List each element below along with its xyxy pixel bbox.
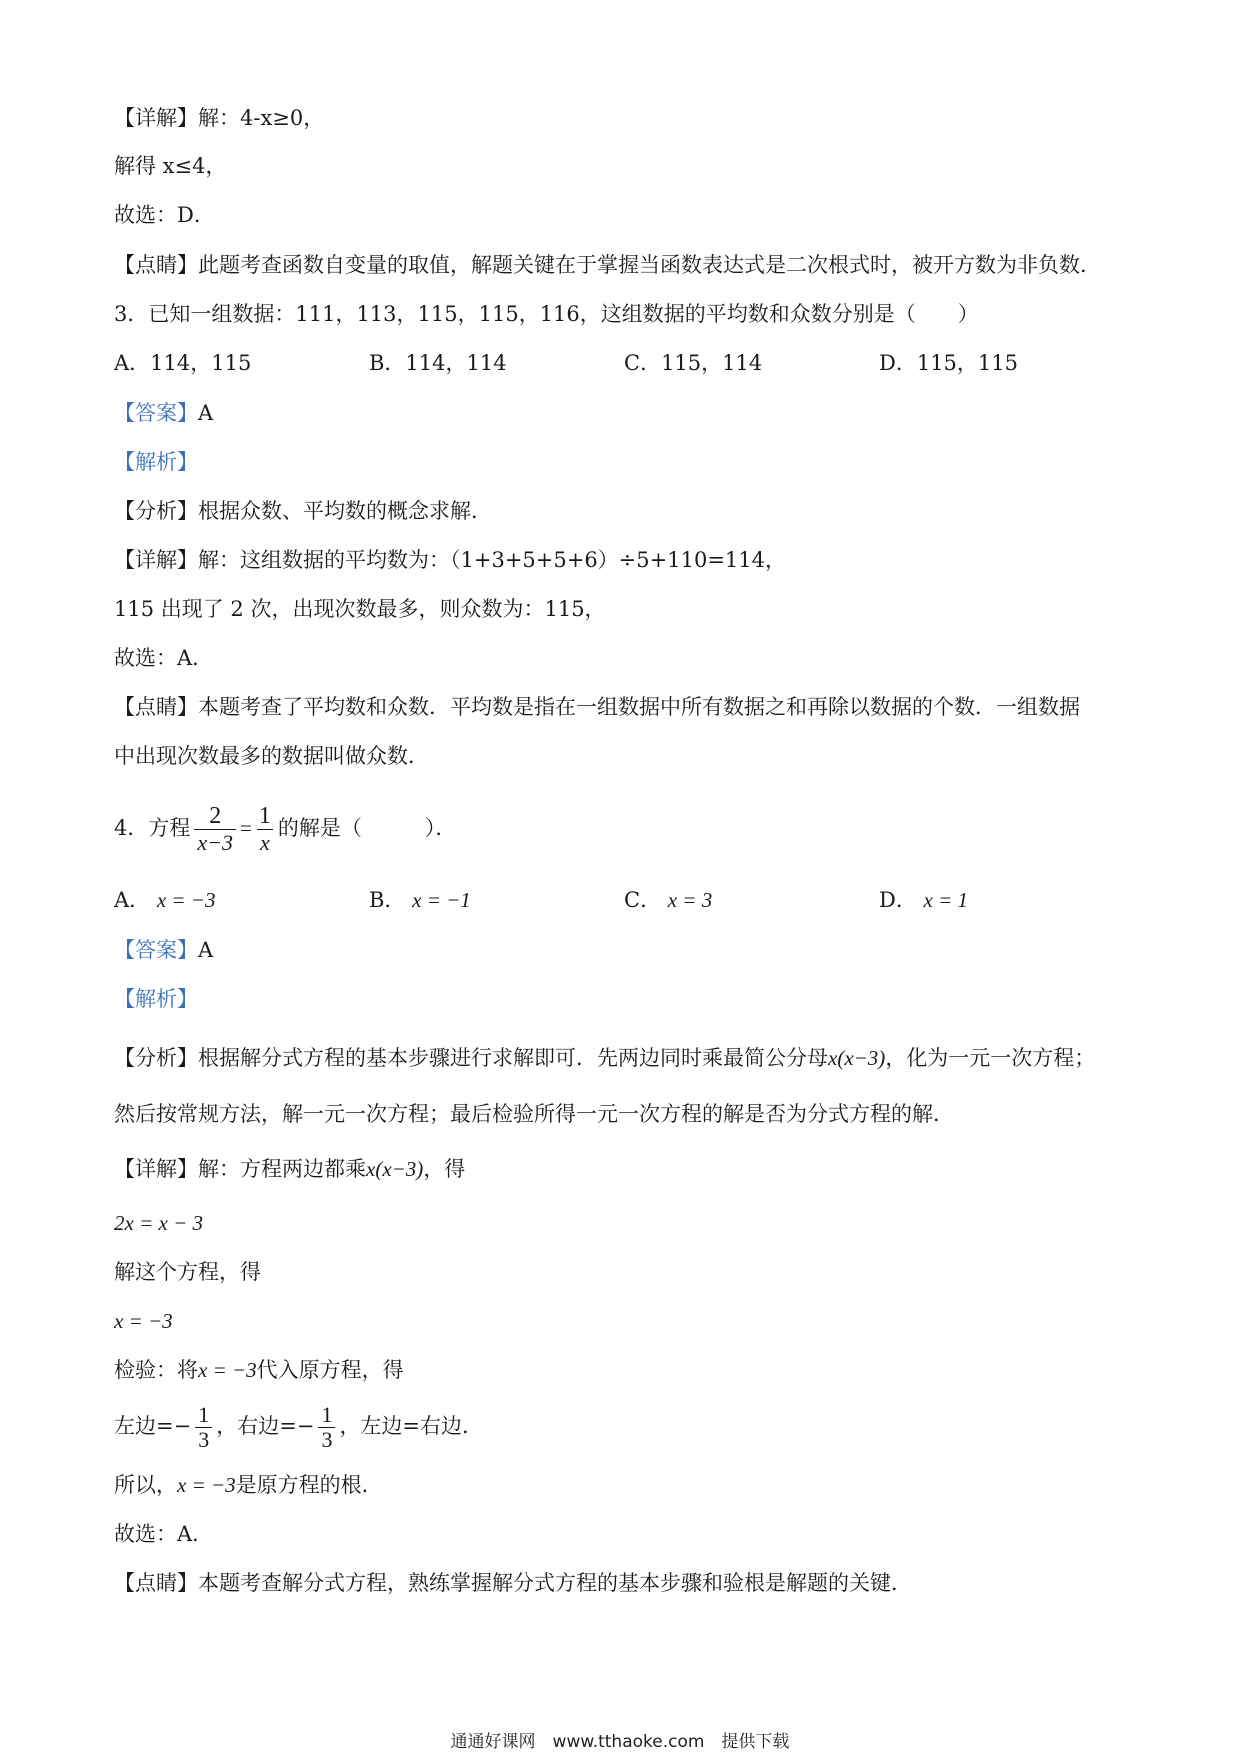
- q4-solve: 解这个方程，得: [114, 1260, 261, 1284]
- q4-analysis-line2: 然后按常规方法，解一元一次方程；最后检验所得一元一次方程的解是否为分式方程的解．: [114, 1102, 954, 1126]
- q4-analysis-label: 【解析】: [114, 987, 198, 1011]
- page-footer: 通通好课网 www.tthaoke.com 提供下载: [450, 1732, 790, 1752]
- q4-choose: 故选：A．: [114, 1522, 214, 1546]
- q2-comment: 【点睛】此题考查函数自变量的取值，解题关键在于掌握当函数表达式是二次根式时，被开方数为非负数．: [114, 253, 1101, 277]
- detail-expr: x(x−3): [366, 1157, 424, 1181]
- analysis-expr: x(x−3): [828, 1046, 886, 1070]
- option-letter: C．: [624, 888, 662, 912]
- q4-option-d: [879, 885, 968, 915]
- q3-analysis-label: 【解析】: [114, 450, 198, 474]
- q4-fraction-right: [256, 803, 274, 856]
- q4-verify: [114, 1399, 483, 1453]
- q3-option-b: B．114，114: [369, 351, 507, 375]
- q3-comment-line2: 中出现次数最多的数据叫做众数．: [114, 744, 429, 768]
- check-expr: x = −3: [198, 1358, 257, 1382]
- fraction-denominator: x−3: [194, 829, 236, 856]
- check-text: 检验：将: [114, 1358, 198, 1382]
- fraction-denominator: 3: [195, 1427, 212, 1452]
- q4-option-c: [624, 885, 712, 915]
- option-letter: A．: [114, 888, 151, 912]
- minus-sign: −: [173, 1414, 192, 1438]
- left-side-label: 左边=: [114, 1414, 174, 1438]
- q3-option-a: A．114，115: [114, 351, 252, 375]
- conclusion-text-tail: 是原方程的根．: [235, 1473, 383, 1497]
- minus-sign: −: [296, 1414, 315, 1438]
- q4-stem-prefix: 4．方程: [114, 816, 191, 840]
- analysis-text-tail: ，化为一元一次方程；: [885, 1046, 1096, 1070]
- option-expr: x = 3: [667, 888, 713, 912]
- fraction-numerator: 2: [209, 803, 222, 829]
- q4-option-b: [369, 885, 471, 915]
- q4-comment: 【点睛】本题考查解分式方程，熟练掌握解分式方程的基本步骤和验根是解题的关键．: [114, 1571, 912, 1595]
- detail-text: 【详解】解：方程两边都乘: [114, 1157, 366, 1181]
- answer-value: A: [198, 401, 214, 425]
- q4-stem-suffix: 的解是（ ）．: [277, 816, 457, 840]
- q3-choose: 故选：A．: [114, 646, 214, 670]
- q4-conclusion: [114, 1470, 383, 1500]
- q4-detail: [114, 1154, 465, 1184]
- conclusion-text: 所以，: [114, 1473, 177, 1497]
- q4-equals: =: [240, 816, 252, 840]
- q3-option-d: D．115，115: [879, 351, 1019, 375]
- fraction-one-third: [195, 1403, 212, 1452]
- q2-detail: 【详解】解：4-x≥0，: [114, 106, 325, 130]
- detail-text-tail: ，得: [423, 1157, 466, 1181]
- verify-tail: ，左边=右边．: [339, 1414, 484, 1438]
- q4-analysis-line1: [114, 1043, 1095, 1073]
- conclusion-expr: x = −3: [177, 1473, 236, 1497]
- answer-label: 【答案】: [114, 401, 198, 425]
- q2-step: 解得 x≤4，: [114, 154, 227, 178]
- fraction-denominator: 3: [318, 1427, 335, 1452]
- q4-answer: [114, 935, 213, 965]
- fraction-numerator: 1: [321, 1402, 333, 1427]
- answer-label: 【答案】: [114, 938, 198, 962]
- option-letter: D．: [879, 888, 917, 912]
- fraction-numerator: 1: [198, 1402, 210, 1427]
- q4-equation-1: 2x = x − 3: [114, 1211, 203, 1235]
- q4-check: [114, 1355, 404, 1385]
- q3-comment-line1: 【点睛】本题考查了平均数和众数．平均数是指在一组数据中所有数据之和再除以数据的个数．一组数据: [114, 695, 1080, 719]
- fraction-one-third: [318, 1403, 335, 1452]
- q3-detail: 【详解】解：这组数据的平均数为：（1+3+5+5+6）÷5+110=114，: [114, 548, 786, 572]
- fraction-denominator: x: [257, 829, 273, 856]
- option-expr: x = −1: [412, 888, 471, 912]
- analysis-text: 【分析】根据解分式方程的基本步骤进行求解即可．先两边同时乘最简公分母: [114, 1046, 828, 1070]
- option-expr: x = 1: [923, 888, 969, 912]
- right-side-label: ，右边=: [216, 1414, 297, 1438]
- q3-answer: [114, 398, 213, 428]
- fraction-numerator: 1: [258, 803, 271, 829]
- q3-analysis: 【分析】根据众数、平均数的概念求解．: [114, 499, 492, 523]
- check-text-tail: 代入原方程，得: [256, 1358, 404, 1382]
- q3-stem: 3．已知一组数据：111，113，115，115，116，这组数据的平均数和众数分别是（ ）: [114, 302, 979, 326]
- answer-value: A: [198, 938, 214, 962]
- q4-fraction-left: [194, 803, 236, 856]
- q3-option-c: C．115，114: [624, 351, 763, 375]
- q3-step2: 115 出现了 2 次，出现次数最多，则众数为：115，: [114, 597, 606, 621]
- option-letter: B．: [369, 888, 406, 912]
- option-expr: x = −3: [156, 888, 216, 912]
- q4-stem: [114, 800, 456, 856]
- q4-option-a: [114, 885, 216, 915]
- q2-choose: 故选：D．: [114, 203, 215, 227]
- q4-equation-2: x = −3: [114, 1309, 173, 1333]
